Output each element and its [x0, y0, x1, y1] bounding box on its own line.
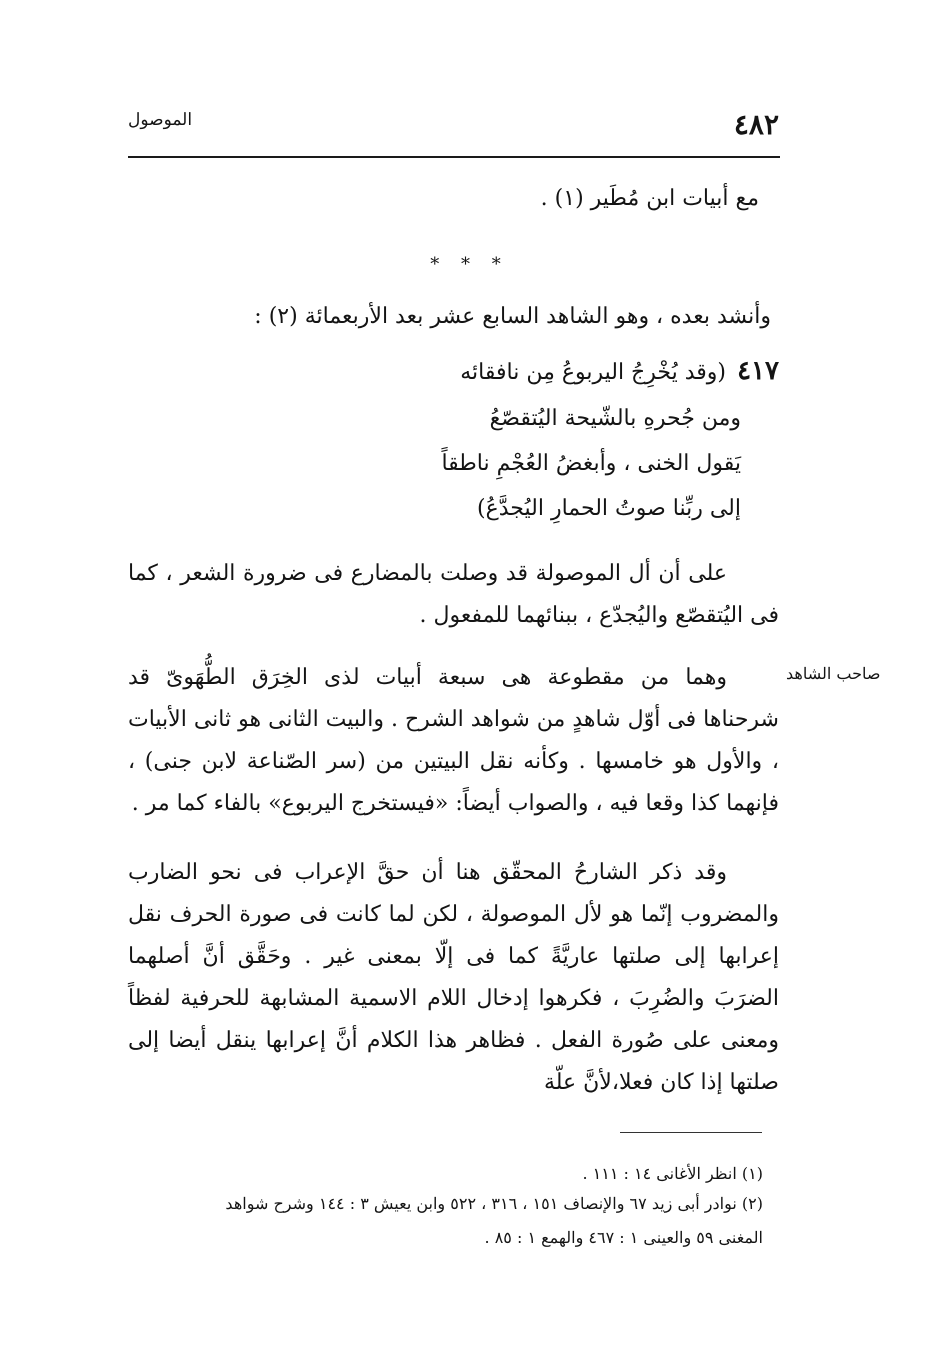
- footnote-2-line-1: (٢) نوادر أبى زيد ٦٧ والإنصاف ١٥١ ، ٣١٦ ، ٥٢٢ وابن يعيش ٣ : ١٤٤ وشرح شواهد: [225, 1194, 763, 1213]
- verse-line-3: يَقول الخنى ، وأبغضُ العُجْمِ ناطقاً: [441, 451, 741, 476]
- section-separator: * * *: [430, 254, 509, 275]
- body-line-2: وأنشد بعده ، وهو الشاهد السابع عشر بعد الأربعمائة (٢) :: [254, 304, 771, 329]
- verse-line-4: إلى ربِّنا صوتُ الحمارِ اليُجدَّعُ): [477, 496, 741, 521]
- header-rule: [128, 156, 780, 158]
- paragraph-3: وقد ذكر الشارحُ المحقّق هنا أن حقَّ الإعراب فى نحو الضارب والمضروب إنّما هو لأل الموصولة ، لكن لما كانت فى صورة الحرف نقل إعرابها إلى صلتها عاريَّةً كما فى إلّا بمعنى غير . وحَقَّق أنَّ أصلهما الضرَبَ والضُرِبَ ، فكرهوا إدخال اللام الاسمية المشابهة للحرفية لفظاً ومعنى على صُورة الفعل . فظاهر هذا الكلام أنَّ إعرابها ينقل أيضا إلى صلتها إذا كان فعلا،لأنَّ علّة: [128, 860, 779, 1095]
- verse-number: ٤١٧: [737, 356, 779, 386]
- verse-line-1-row: [460, 356, 779, 386]
- footnote-1: (١) انظر الأغانى ١٤ : ١١١ .: [582, 1164, 763, 1183]
- verse-line-2: ومن جُحرهِ بالشّيحة اليُتقصّعُ: [489, 406, 741, 431]
- page-number: ٤٨٢: [733, 108, 779, 141]
- paragraph-1: على أن أل الموصولة قد وصلت بالمضارع فى ضرورة الشعر ، كما فى اليُتقصّع واليُجدّع ، ببنائهما للمفعول .: [128, 561, 779, 628]
- margin-note: صاحب الشاهد: [786, 664, 881, 683]
- paragraph-2: وهما من مقطوعة هى سبعة أبيات لذى الخِرَق الطُّهَوىّ قد شرحناها فى أوّل شاهدٍ من شواهد الشرح . والبيت الثانى هو ثانى الأبيات ، والأول هو خامسها . وكأنه نقل البيتين من (سر الصّناعة لابن جنى) ، فإنهما كذا وقعا فيه ، والصواب أيضاً: «فيستخرج اليربوع» بالفاء كما مر .: [128, 665, 779, 816]
- body-line-1: مع أبيات ابن مُطَير (١) .: [540, 186, 759, 211]
- footnote-rule: [620, 1132, 762, 1133]
- running-head: الموصول: [128, 110, 193, 130]
- footnote-2-line-2: المغنى ٥٩ والعينى ١ : ٤٦٧ والهمع ١ : ٨٥ .: [484, 1228, 763, 1247]
- verse-line-1: (وقد يُخْرِجُ اليربوعُ مِن نافقائه: [460, 360, 726, 385]
